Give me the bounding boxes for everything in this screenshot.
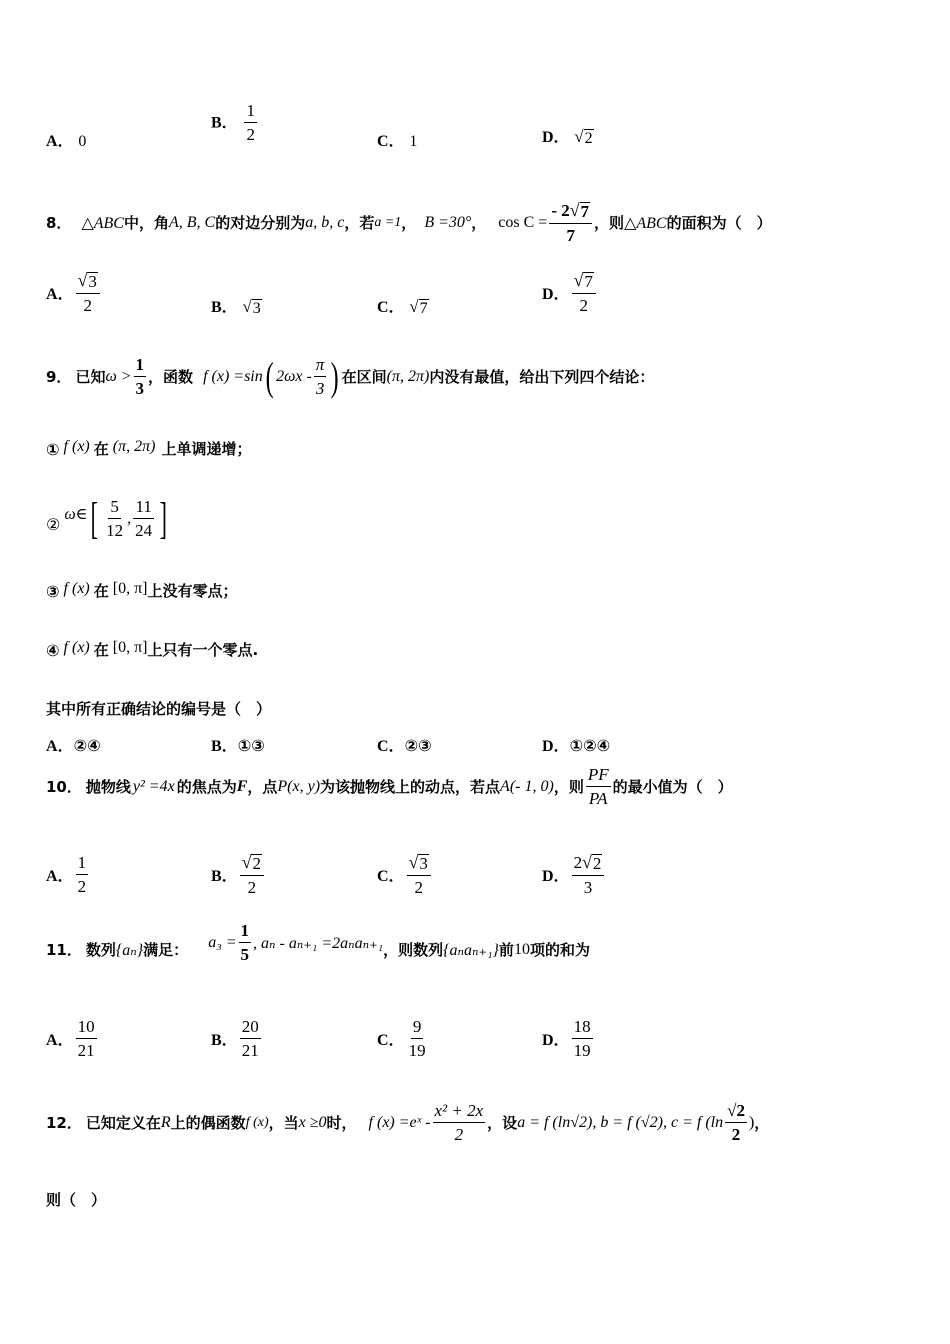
q10-stem: 10． 抛物线 y² =4x 的焦点为 F ，点 P(x, y) 为该抛物线上的动点，若点 A(- 1, 0) ，则 $\frac{PF}{PA}$ 的最小值为（ ） [46,765,733,809]
option-value: 0 [78,133,87,150]
option-label: A． [46,133,74,150]
q9-stem: 9． 已知 ω > $\frac{1}{3}$ ，函数 f (x) =sin ( 2ωx - $\frac{\pi}{3}$ ) 在区间 (π, 2π) 内没有最值，给出下列四个结论： [46,353,655,399]
q9-item-3: ③ f (x) 在 [0, π] 上没有零点； [46,580,238,601]
triangle-label: △ABC [81,214,124,232]
q7-option-c[interactable] [377,128,417,151]
cos-fraction: - 2 √ 7 7 [549,200,592,246]
sqrt-expression: √ 2 [574,127,593,147]
q8-option-d[interactable]: D． √ 7 2 [542,270,598,316]
option-label: D． [542,129,570,146]
q8-option-c[interactable]: C． √ 7 [377,297,428,317]
option-label: B． [211,114,238,132]
q8-option-a[interactable]: A． √ 3 2 [46,270,102,316]
q9-option-a[interactable]: A．②④ [46,736,101,755]
q9-item-4: ④ f (x) 在 [0, π] 上只有一个零点. [46,639,259,660]
q11-option-c[interactable]: C． $\frac{9}{19}$ [377,1017,426,1061]
option-label: C． [377,133,405,150]
q12-answer-prompt: 则（ ） [46,1191,107,1209]
q9-question: 其中所有正确结论的编号是（ ） [46,700,272,718]
q9-item-1: ① f (x) 在 (π, 2π) 上单调递增； [46,438,252,459]
fraction: $\frac{1}{2}$ [246,101,255,145]
q12-stem: 12． 已知定义在 R 上的偶函数 f (x) ，当 x ≥0 时， f (x) =eˣ - $\frac{\text{x² + 2x}}{2}$ ，设 a = f (ln√2), b = f (√2), c = f (ln $\frac{√2}{2}$ ) ， [46,1101,770,1145]
q11-stem: 11． 数列 {aₙ} 满足： a₃ = $\frac{1}{5}$ , aₙ - aₙ₊₁ =2aₙaₙ₊₁ ，则数列 {aₙaₙ₊₁} 前 10 项的和为 [46,921,590,965]
q8-stem: 8． △ABC 中，角 A, B, C 的对边分别为 a, b, c ，若 a =1 ， B =30° ， cos C = - 2 √ 7 7 ，则 △ABC 的面积为（ ） [46,200,772,245]
q9-option-b[interactable]: B．①③ [211,736,265,755]
q11-option-b[interactable]: B． $\frac{20}{21}$ [211,1017,259,1061]
q7-option-d[interactable] [542,124,594,148]
q11-option-d[interactable]: D． $\frac{18}{19}$ [542,1017,591,1061]
q10-option-c[interactable]: C． √ 3 2 [377,852,433,898]
q10-option-d[interactable]: D． 2 √ 2 3 [542,852,606,898]
q9-item-2: ② ω∈ [ $\frac{5}{12}$ , $\frac{11}{24}$ ] [46,493,168,543]
q10-option-b[interactable]: B． √ 2 2 [211,852,266,898]
q7-option-a[interactable] [46,128,86,151]
q11-option-a[interactable]: A． $\frac{10}{21}$ [46,1017,95,1061]
q9-option-c[interactable]: C．②③ [377,736,432,755]
q7-option-b[interactable] [211,100,259,146]
option-value: 1 [409,133,418,150]
question-number: 8． [46,214,72,233]
q9-option-d[interactable]: D．①②④ [542,736,611,755]
q10-option-a[interactable]: A． $\frac{1}{2}$ [46,853,87,897]
q8-option-b[interactable]: B． √ 3 [211,297,261,317]
fraction: √ 7 2 [572,270,596,316]
fraction: √ 3 2 [76,270,100,316]
